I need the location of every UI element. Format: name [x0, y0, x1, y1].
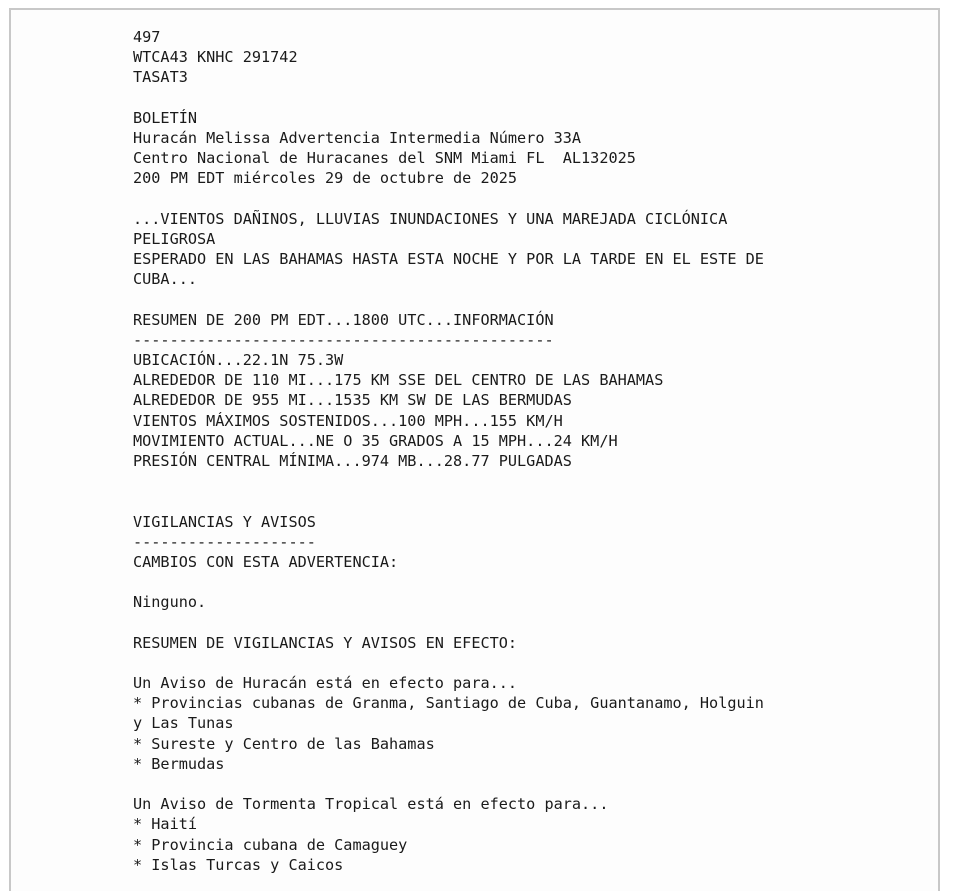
bulletin-line: Un Aviso de Huracán está en efecto para...: [133, 674, 518, 692]
bulletin-line: ALREDEDOR DE 955 MI...1535 KM SW DE LAS BERMUDAS: [133, 391, 572, 410]
bulletin-line: MOVIMIENTO ACTUAL...NE O 35 GRADOS A 15 MPH...24 KM/H: [133, 431, 618, 450]
bulletin-line: Centro Nacional de Huracanes del SNM Miami FL AL132025: [133, 149, 636, 168]
bulletin-line: ALREDEDOR DE 110 MI...175 KM SSE DEL CENTRO DE LAS BAHAMAS: [133, 371, 664, 390]
bulletin-line: [133, 774, 764, 794]
bulletin-line: PRESIÓN CENTRAL MÍNIMA...974 MB...28.77 PULGADAS: [133, 451, 572, 470]
bulletin-line: * Provincias cubanas de Granma, Santiago de Cuba, Guantanamo, Holguin: [133, 694, 764, 713]
bulletin-line: 497: [133, 28, 161, 46]
bulletin-line: VIENTOS MÁXIMOS SOSTENIDOS...100 MPH...155 KM/H: [133, 411, 563, 430]
bulletin-line: ----------------------------------------------: [133, 330, 554, 349]
bulletin-line: y Las Tunas: [133, 714, 234, 733]
bulletin-line: [133, 491, 764, 511]
bulletin-line: ESPERADO EN LAS BAHAMAS HASTA ESTA NOCHE Y POR LA TARDE EN EL ESTE DE: [133, 250, 764, 269]
bulletin-line: UBICACIÓN...22.1N 75.3W: [133, 351, 344, 369]
bulletin-line: --------------------: [133, 532, 316, 551]
bulletin-line: * Islas Turcas y Caicos: [133, 855, 344, 874]
bulletin-line: CUBA...: [133, 270, 198, 289]
bulletin-line: * Sureste y Centro de las Bahamas: [133, 734, 435, 753]
bulletin-line: Huracán Melissa Advertencia Intermedia Número 33A: [133, 128, 582, 147]
bulletin-line: [133, 612, 764, 632]
bulletin-line: * Haití: [133, 815, 198, 834]
bulletin-line: ...VIENTOS DAÑINOS, LLUVIAS INUNDACIONES Y UNA MAREJADA CICLÓNICA: [133, 209, 728, 228]
bulletin-line: [133, 189, 764, 209]
bulletin-line: * Bermudas: [133, 754, 225, 773]
bulletin-line: [133, 88, 764, 108]
bulletin-line: WTCA43 KNHC 291742: [133, 48, 298, 67]
bulletin-text: [133, 27, 764, 875]
bulletin-line: 200 PM EDT miércoles 29 de octubre de 2025: [133, 169, 518, 188]
bulletin-line: Ninguno.: [133, 593, 207, 612]
bulletin-line: [133, 653, 764, 673]
bulletin-line: Un Aviso de Tormenta Tropical está en efecto para...: [133, 795, 609, 814]
bulletin-line: RESUMEN DE VIGILANCIAS Y AVISOS EN EFECTO:: [133, 633, 518, 652]
bulletin-line: RESUMEN DE 200 PM EDT...1800 UTC...INFORMACIÓN: [133, 310, 554, 329]
bulletin-line: BOLETÍN: [133, 108, 198, 127]
bulletin-line: * Provincia cubana de Camaguey: [133, 835, 408, 854]
bulletin-line: PELIGROSA: [133, 229, 216, 248]
bulletin-line: VIGILANCIAS Y AVISOS: [133, 512, 316, 531]
bulletin-line: [133, 572, 764, 592]
bulletin-line: CAMBIOS CON ESTA ADVERTENCIA:: [133, 552, 399, 571]
bulletin-line: [133, 471, 764, 491]
bulletin-line: [133, 289, 764, 309]
bulletin-line: TASAT3: [133, 68, 188, 87]
